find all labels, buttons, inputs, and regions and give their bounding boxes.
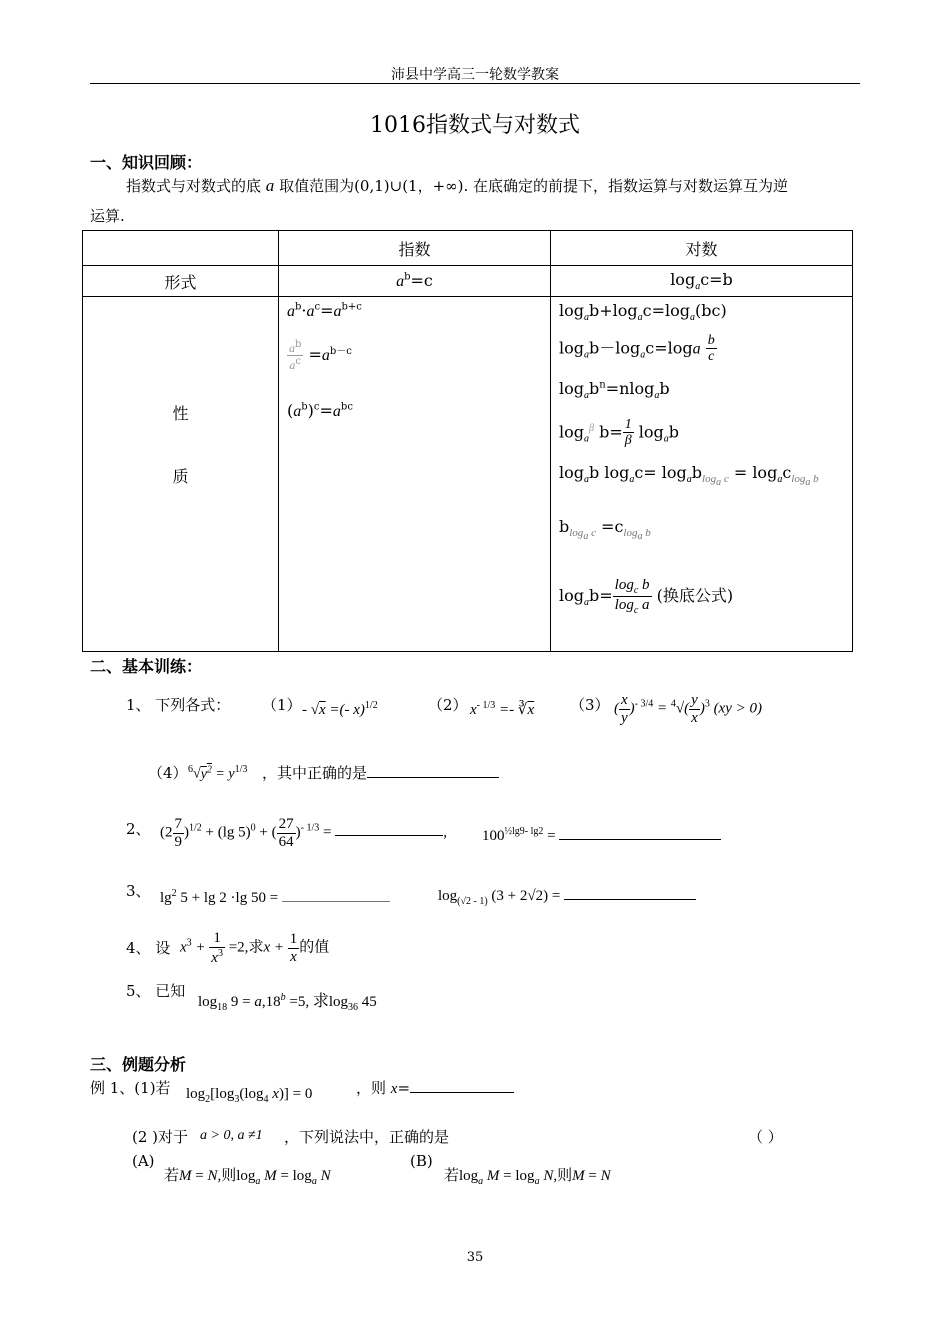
q2-blank-1[interactable] — [335, 835, 443, 836]
q1-answer-blank[interactable] — [367, 777, 499, 778]
section2-heading: 二、基本训练： — [90, 657, 203, 676]
exp-prop-quotient: $\frac{a^b}{a^c}$ $=a^{b-c}$ — [289, 339, 352, 373]
exp-prop-product: $a^b\cdot a^c=a^{b+c}$ — [287, 301, 362, 320]
row-header-form: 形式 — [83, 266, 279, 297]
log-prop-base-power: $\log_a^\beta b=$ $\frac{1}{\beta}$ $\log_ab$ — [559, 417, 680, 449]
col-header-exp: 指数 — [279, 231, 551, 266]
col-header-log: 对数 — [551, 231, 853, 266]
intro-text-b: 取值范围为(0,1)∪(1，+∞). 在底确定的前提下，指数运算与对数运算互为逆 — [279, 177, 789, 195]
q2-label: 2、 — [126, 820, 151, 838]
q4-label: 4、 设 — [126, 939, 171, 957]
ex1-then: ，则 x= — [356, 1077, 514, 1098]
q1-tail-text: ，其中正确的是 — [262, 764, 368, 782]
log-prop-swap: $b_{log_a c} =c_{log_a b}$ — [559, 517, 651, 543]
form-log-cell: $\log_ac=b$ — [551, 266, 853, 297]
log-prop-diff: $\log_ab-\log_ac=\log a$ $\frac{b}{c}$ — [559, 333, 715, 365]
q3-label: 3、 — [126, 882, 151, 900]
q1-formula-1: - √x =(- x)$^{1/2}$ — [302, 700, 378, 718]
log-props-cell — [551, 297, 853, 652]
q1-formula-2: $x^{- 1/3}$ =- $∛\overline{x}$ — [470, 700, 535, 718]
log-prop-sum: $\log_ab+\log_ac=\log_a(bc)$ — [559, 301, 727, 324]
header-rule — [90, 83, 860, 84]
exp-props-cell — [279, 297, 551, 652]
table-corner — [83, 231, 279, 266]
prop-label-1: 性 — [172, 404, 189, 423]
q4-mid: 求 — [248, 939, 264, 956]
q3-formula-2: $\log_{(√2 - 1)} (3 + 2√2)$ = — [438, 888, 696, 907]
ex1-2-tail: ，下列说法中，正确的是 — [284, 1128, 450, 1146]
q5-label: 5、 已知 — [126, 982, 186, 1000]
page-title: 1016指数式与对数式 — [370, 113, 580, 138]
ex1-answer-blank[interactable] — [410, 1092, 514, 1093]
log-prop-change-base: $\log_ab=$ $\frac{\log_c b}{\log_c a}$ (换底公式) — [559, 577, 734, 616]
log-prop-power: $\log_ab^n=nlog_ab$ — [559, 379, 670, 402]
section1-intro-cont: 运算. — [90, 207, 125, 225]
exp-prop-power: $(a^b)^c=a^{bc}$ — [287, 401, 353, 420]
q1-formula-3: ( $\frac{x}{y}$ )$^{- 3/4}$ = $^4$√( $\frac{y}{x}$ )$^3$ (xy > 0) — [614, 692, 762, 726]
q4-formula: $x^3$ + $\frac{1}{x^3}$ =2,求x + $\frac{1}{x}$ 的值 — [180, 930, 330, 966]
q5-mid: 求 — [312, 993, 329, 1010]
form-exp-cell: $a^b=c$ — [279, 266, 551, 297]
row-header-props — [83, 297, 279, 652]
ex1-2-label: (2 )对于 — [132, 1128, 189, 1146]
q3-blank-1[interactable] — [282, 901, 390, 902]
q5-formula: $\log_{18} 9 = a,18^b =5$, 求$\log_{36} 45$ — [198, 992, 377, 1013]
ex1-var-x: x — [390, 1081, 398, 1097]
option-a-formula[interactable]: 若M = N,则$\log_a M = \log_a N$ — [164, 1168, 331, 1187]
section1-intro — [126, 175, 866, 196]
option-a-label: (A) — [132, 1152, 155, 1170]
q1-item-1: （1） — [262, 696, 302, 714]
log-prop-exchange: $\log_ab$ $\log_ac= \log_ab_{log_a c} = \log_ac_{log_a b}$ — [559, 463, 819, 489]
ex1-formula: $\log_2[\log_3(\log_4$ x)] = 0 — [186, 1086, 313, 1105]
intro-text-a: 指数式与对数式的底 — [126, 177, 262, 195]
section3-heading: 三、例题分析 — [90, 1055, 187, 1074]
intro-var: a — [265, 176, 275, 195]
q2-formula-2: $100^{\frac{1}{2}lg9- lg2}$ = — [482, 826, 721, 845]
ex1-2-paren: （ ） — [748, 1128, 783, 1146]
ex1-then-text: ，则 — [356, 1079, 387, 1097]
q3-blank-2[interactable] — [564, 899, 696, 900]
option-b-label: (B) — [410, 1152, 433, 1170]
q2-formula-1: (2 $\frac{7}{9}$ )$^{1/2}$ + (lg 5)$^0$ + ( $\frac{27}{64}$ )$^{- 1/3}$ = , — [160, 816, 447, 850]
q3-formula-1: $\lg^2 5 + \lg 2 \cdot\lg$ 50 = — [160, 888, 390, 907]
q4-tail: 的值 — [299, 939, 330, 956]
q1-item-4: （4） — [148, 764, 188, 782]
q2-blank-2[interactable] — [559, 839, 721, 840]
option-b-formula[interactable]: 若$\log_a M = \log_a N$,则M = N — [444, 1168, 611, 1187]
q1-formula-4: $^6√y^2 = y^{1/3}$ — [188, 764, 248, 782]
q1-item-2: （2） — [428, 696, 468, 714]
ex1-label: 例 1、(1)若 — [90, 1079, 171, 1097]
change-of-base-note: (换底公式) — [656, 586, 734, 605]
q1-tail — [262, 762, 499, 783]
section1-heading: 一、知识回顾： — [90, 153, 203, 172]
prop-label-2: 质 — [172, 467, 189, 486]
knowledge-table — [82, 230, 853, 652]
page-number: 35 — [466, 1250, 484, 1265]
q1-item-3: （3） — [570, 696, 610, 714]
q1-label: 1、 下列各式： — [126, 696, 231, 714]
page-header: 沛县中学高三一轮数学教案 — [391, 67, 559, 83]
ex1-2-condition: a > 0, a ≠1 — [200, 1128, 263, 1143]
